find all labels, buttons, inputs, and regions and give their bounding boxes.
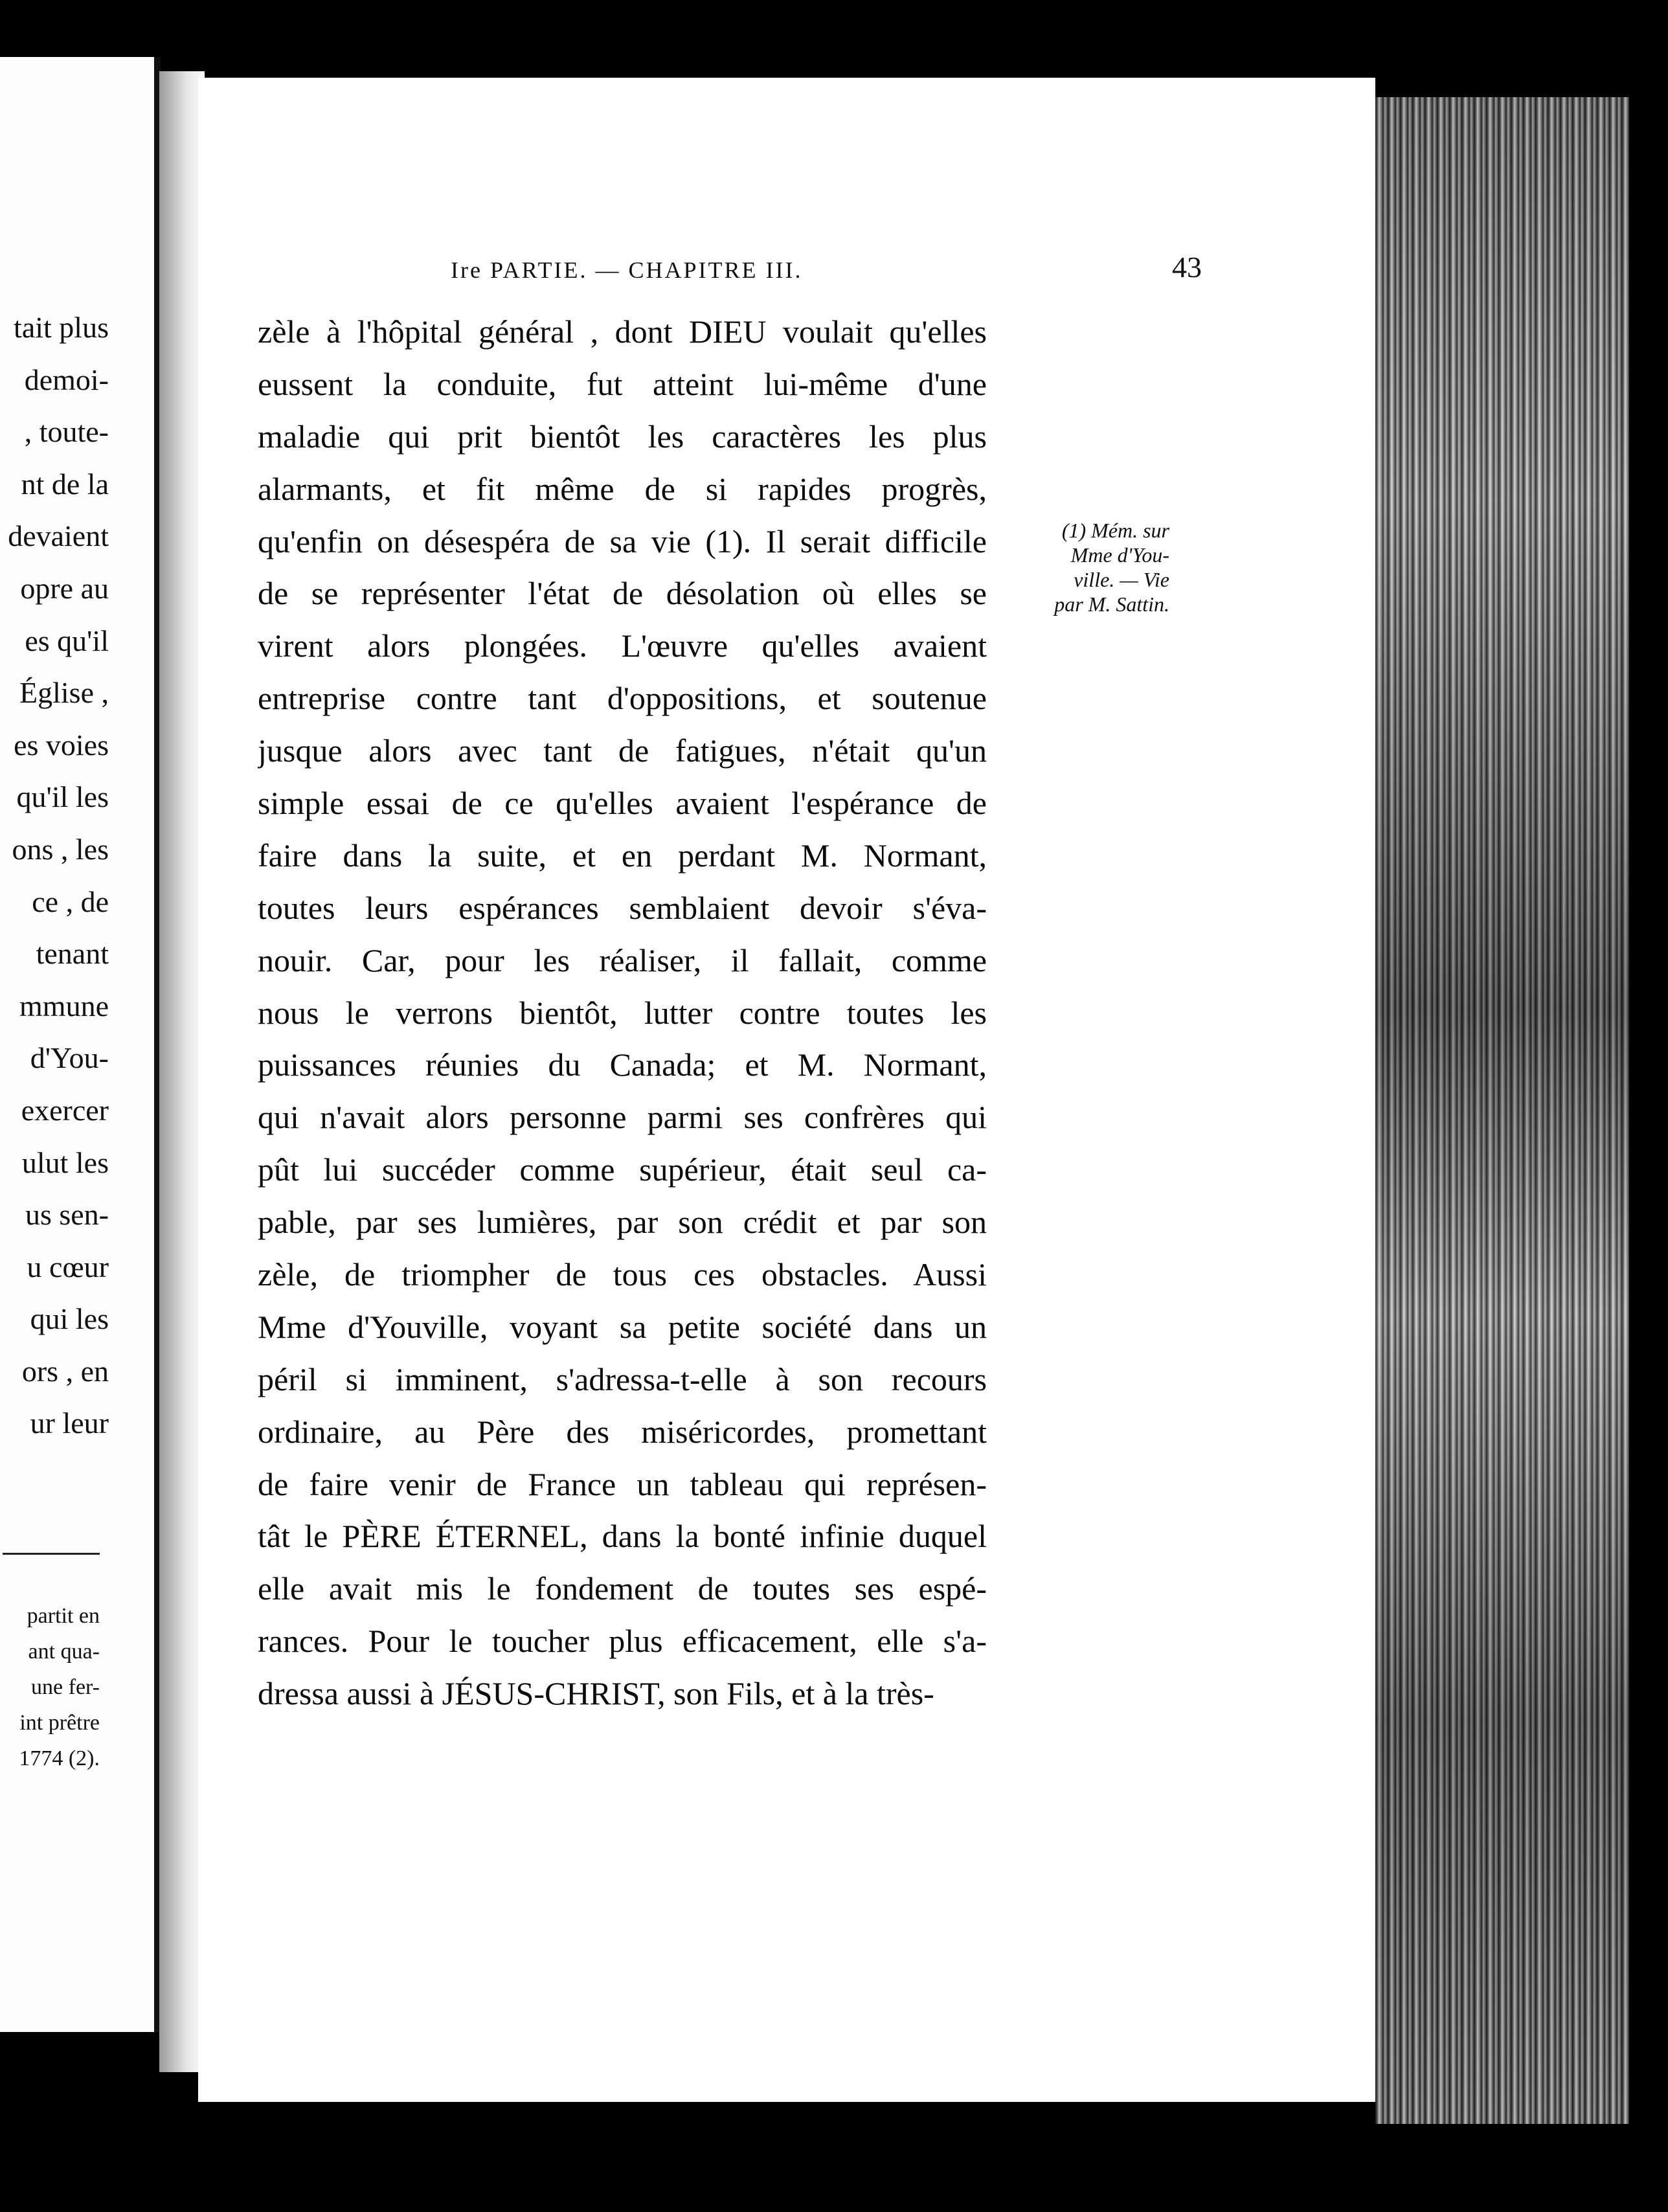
text-line: maladie qui prit bientôt les caractères les plus [258, 418, 987, 455]
text-line: eussent la conduite, fut atteint lui-même d'une [258, 365, 987, 402]
current-page [198, 78, 1375, 2102]
previous-page-line: demoi- [24, 363, 109, 396]
previous-page-line: u cœur [27, 1250, 109, 1283]
previous-page-line: exercer [21, 1093, 109, 1127]
text-line: puissances réunies du Canada; et M. Normant, [258, 1046, 987, 1083]
previous-page-line: ur leur [30, 1406, 109, 1440]
previous-page-line: tait plus [14, 311, 109, 344]
text-line: qui n'avait alors personne parmi ses confrères qui [258, 1099, 987, 1136]
footnote-line: 1774 (2). [19, 1746, 100, 1770]
previous-page-line: es voies [14, 728, 109, 762]
margin-note [1008, 518, 1169, 616]
text-line: Mme d'Youville, voyant sa petite société dans un [258, 1308, 987, 1345]
margin-note-line: ville. — Vie [1074, 568, 1169, 591]
footnote-rule [3, 1553, 100, 1555]
text-line: qu'enfin on désespéra de sa vie (1). Il serait difficile [258, 523, 987, 559]
previous-page-line: mmune [19, 989, 109, 1022]
margin-note-line: (1) Mém. sur [1061, 519, 1169, 542]
previous-page-footnotes [0, 1598, 100, 1776]
text-line: nous le verrons bientôt, lutter contre toutes les [258, 994, 987, 1031]
text-line: de se représenter l'état de désolation où elles se [258, 575, 987, 612]
text-line: de faire venir de France un tableau qui représen- [258, 1465, 987, 1502]
text-line: alarmants, et fit même de si rapides progrès, [258, 470, 987, 507]
text-line: ordinaire, au Père des miséricordes, promettant [258, 1413, 987, 1450]
previous-page-line: es qu'il [25, 624, 109, 657]
footnote-line: ant qua- [28, 1640, 100, 1664]
previous-page-line: ors , en [21, 1354, 109, 1388]
footnote-line: int prêtre [19, 1711, 100, 1735]
running-head-title: Ire PARTIE. — CHAPITRE III. [451, 257, 803, 283]
previous-page-line: devaient [8, 519, 109, 553]
page-number: 43 [1172, 251, 1202, 284]
text-line: simple essai de ce qu'elles avaient l'espérance de [258, 785, 987, 822]
text-line: zèle à l'hôpital général , dont DIEU voulait qu'elles [258, 313, 987, 350]
text-line: elle avait mis le fondement de toutes ses espé- [258, 1570, 987, 1607]
previous-page-line: qui les [30, 1302, 109, 1336]
text-line: pût lui succéder comme supérieur, était seul ca- [258, 1151, 987, 1188]
text-line: jusque alors avec tant de fatigues, n'était qu'un [258, 732, 987, 769]
margin-note-line: par M. Sattin. [1054, 592, 1169, 616]
previous-page-line: qu'il les [16, 780, 109, 814]
margin-note-line: Mme d'You- [1070, 543, 1169, 567]
previous-page-fragment [0, 57, 161, 2032]
text-line: toutes leurs espérances semblaient devoir s'éva- [258, 889, 987, 926]
text-line: tât le PÈRE ÉTERNEL, dans la bonté infinie duquel [258, 1518, 987, 1555]
running-head [451, 250, 1202, 295]
text-line: nouir. Car, pour les réaliser, il fallait, comme [258, 942, 987, 978]
previous-page-line: d'You- [30, 1041, 109, 1075]
footnote-line: une fer- [31, 1675, 100, 1699]
previous-page-line: ulut les [21, 1146, 109, 1179]
previous-page-line: us sen- [25, 1198, 109, 1232]
text-line: dressa aussi à JÉSUS-CHRIST, son Fils, et à la très- [258, 1675, 934, 1712]
previous-page-line: , toute- [24, 415, 109, 449]
text-line: rances. Pour le toucher plus efficacement, elle s'a- [258, 1623, 987, 1660]
text-line: péril si imminent, s'adressa-t-elle à son recours [258, 1360, 987, 1397]
text-line: pable, par ses lumières, par son crédit et par son [258, 1204, 987, 1241]
footnote-line: partit en [27, 1604, 100, 1628]
body-text [258, 306, 987, 1720]
text-line: zèle, de triompher de tous ces obstacles. Aussi [258, 1256, 987, 1293]
previous-page-line: nt de la [21, 467, 109, 501]
previous-page-line: ons , les [12, 832, 109, 866]
previous-page-line: opre au [20, 571, 109, 605]
previous-page-line: tenant [36, 937, 109, 971]
text-line: faire dans la suite, et en perdant M. Normant, [258, 837, 987, 874]
previous-page-line: ce , de [32, 885, 109, 918]
text-line: virent alors plongées. L'œuvre qu'elles avaient [258, 627, 987, 664]
text-line: entreprise contre tant d'oppositions, et soutenue [258, 680, 987, 717]
page-edges [1375, 97, 1629, 2124]
previous-page-text [0, 302, 109, 1450]
previous-page-line: Église , [19, 676, 109, 710]
